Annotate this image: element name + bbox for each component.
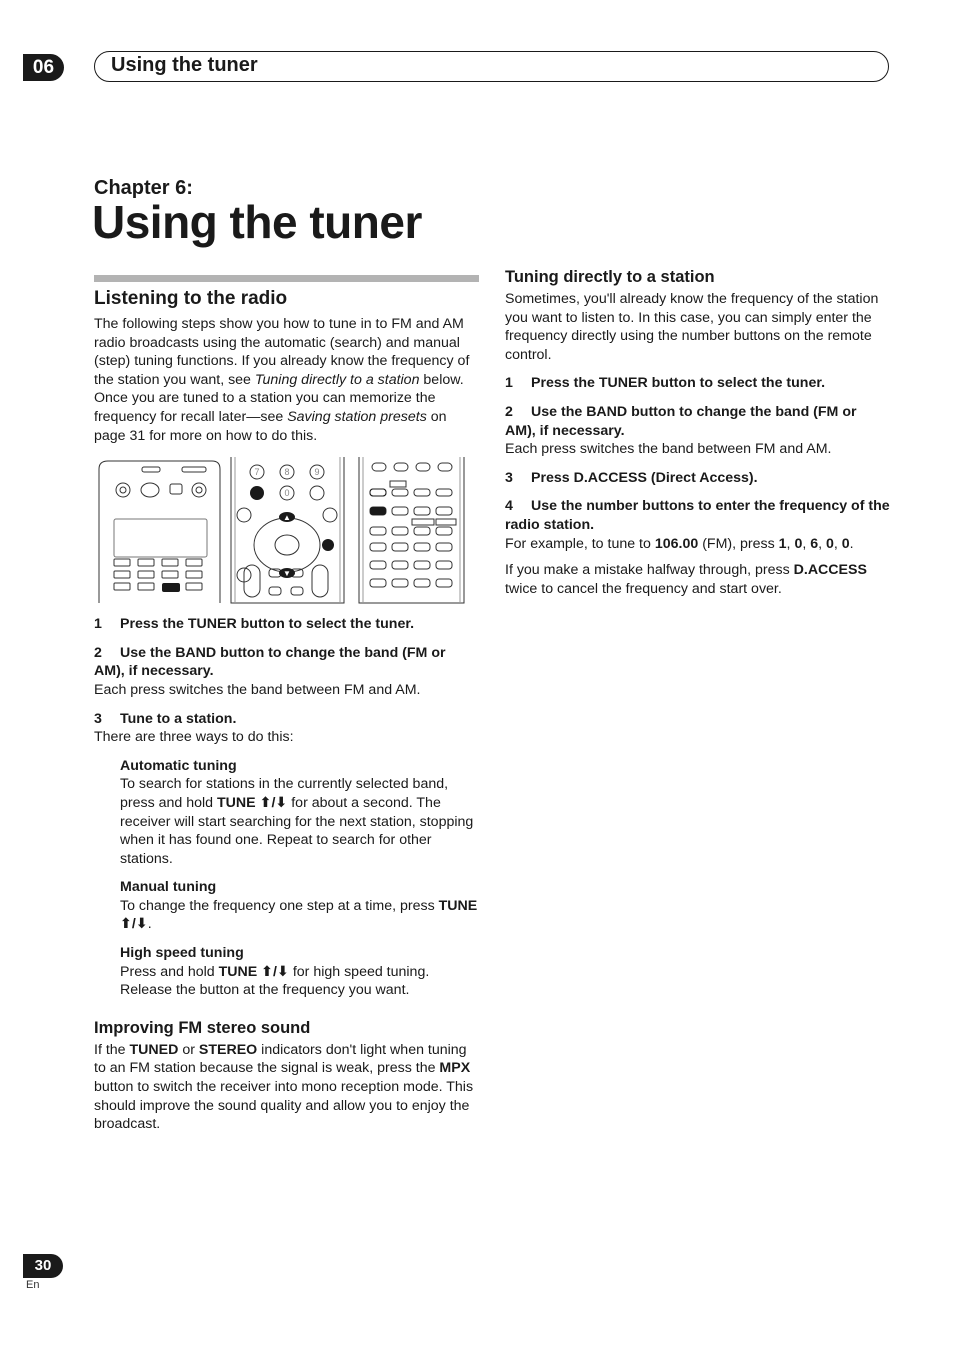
running-header-title: Using the tuner [111,54,258,76]
left-column [94,287,479,1134]
page-number: 30 [23,1254,63,1278]
section-heading-tuning-directly: Tuning directly to a station [505,268,715,286]
right-column [505,267,890,598]
right-step-2: 2 Use the BAND button to change the band (FM or AM), if necessary. [505,403,857,439]
svg-text:▲: ▲ [283,513,291,523]
step-2: 2 Use the BAND button to change the band (FM or AM), if necessary. [94,644,446,680]
language-code: En [26,1279,40,1291]
high-speed-tuning [120,944,479,1000]
tuner-button-highlight [162,583,180,592]
right-step-3: 3 Press D.ACCESS (Direct Access). [505,469,758,486]
section-heading-listening: Listening to the radio [94,288,288,309]
step-3-desc: There are three ways to do this: [94,729,294,746]
page-title: Using the tuner [92,196,422,248]
manual-tuning-title: Manual tuning [120,879,217,896]
chapter-number-badge: 06 [23,54,64,81]
d-access-button-highlight [250,486,264,500]
crossref-saving-presets: Saving station presets [287,408,427,425]
tuning-directly-intro: Sometimes, you'll already know the frequency of the station you want to listen to. In this case, you can simply enter the frequency directly using the number buttons on the remote control. [505,291,879,363]
manual-tuning [120,878,479,934]
right-mistake: If you make a mistake halfway through, press D.ACCESS twice to cancel the frequency and start over. [505,562,867,597]
step-3: 3 Tune to a station. [94,710,237,727]
chapter-label: Chapter 6: [94,177,193,199]
key-0-label: 0 [284,488,290,499]
automatic-tuning [120,757,479,869]
automatic-tuning-title: Automatic tuning [120,757,237,774]
step-2-desc: Each press switches the band between FM and AM. [94,681,421,698]
right-step-2-desc: Each press switches the band between FM and AM. [505,441,832,458]
remote-control-illustration [94,457,479,605]
high-speed-tuning-title: High speed tuning [120,945,244,962]
section-heading-fm-stereo: Improving FM stereo sound [94,1018,311,1037]
right-step-4: 4 Use the number buttons to enter the frequency of the radio station. [505,498,890,533]
running-header [94,51,889,82]
crossref-tuning-directly: Tuning directly to a station [254,371,420,388]
step-1: 1 Press the TUNER button to select the tuner. [94,616,415,633]
remote-control-figure [94,457,479,605]
automatic-tuning-text: To search for stations in the currently selected band, press and hold TUNE ⬆/⬇ for about a second. The receiver will start searching for the next station, stopping when it has found one. Repeat to search for other stations. [120,776,474,867]
right-step-1: 1 Press the TUNER button to select the tuner. [505,375,826,392]
high-speed-tuning-text: Press and hold TUNE ⬆/⬇ for high speed tuning. Release the button at the frequency you want. [120,963,430,999]
svg-text:▼: ▼ [283,569,291,579]
key-9-label: 9 [314,467,320,478]
band-button-highlight [322,539,334,551]
key-8-label: 8 [284,467,290,478]
mpx-button-highlight [370,507,386,515]
key-7-label: 7 [254,467,260,478]
manual-tuning-text: To change the frequency one step at a time, press TUNE ⬆/⬇. [120,897,478,933]
section-rule [94,275,479,282]
fm-stereo-text: If the TUNED or STEREO indicators don't light when tuning to an FM station because the signal is weak, press the MPX button to switch the receiver into mono reception mode. This should improve the sound quality and allow you to enjoy the broadcast. [94,1041,474,1133]
intro-paragraph: The following steps show you how to tune in to FM and AM radio broadcasts using the automatic (search) and manual (step) tuning functions. If you already know the frequency of the station you want, see Tuning directly to a station below. Once you are tuned to a station you can memorize the frequency for recall later—see Saving station presets on page 31 for more on how to do this. [94,316,470,444]
right-example: For example, to tune to 106.00 (FM), press 1, 0, 6, 0, 0. [505,535,854,552]
